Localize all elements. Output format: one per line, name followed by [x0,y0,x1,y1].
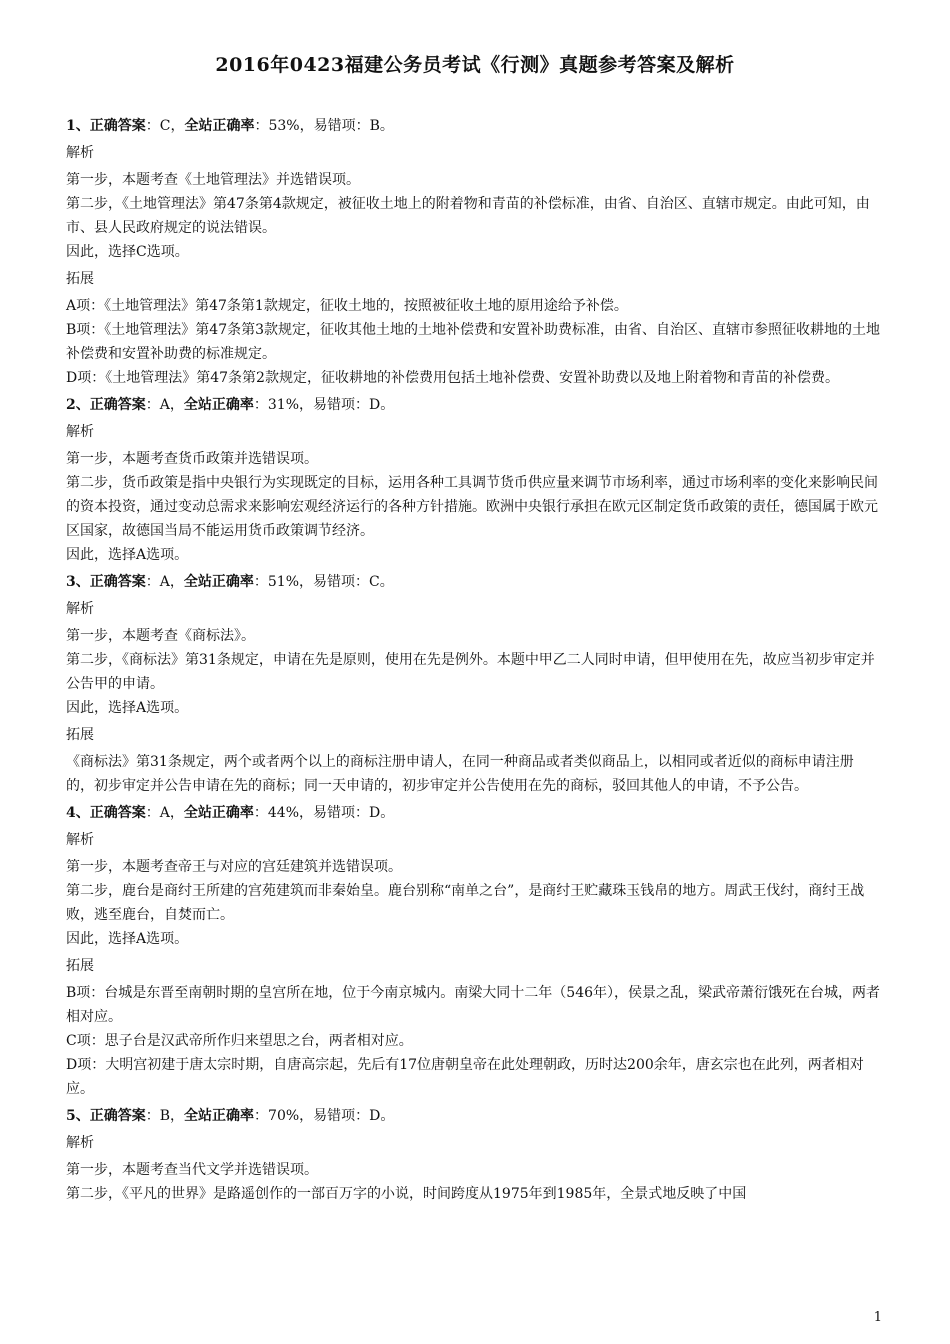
analysis-paragraph: 第二步，货币政策是指中央银行为实现既定的目标，运用各种工具调节货币供应量来调节市场利率，通过市场利率的变化来影响民间的资本投资，通过变动总需求来影响宏观经济运行的各种方针措施。欧洲中央银行承担在欧元区制定货币政策的责任，德国属于欧元区国家，故德国当局不能运用货币政策调节经济。 [66,475,878,539]
extension-paragraph: B项：《土地管理法》第47条第3款规定，征收其他土地的土地补偿费和安置补助费标准，由省、自治区、直辖市参照征收耕地的土地补偿费和安置补助费的标准规定。 [66,322,881,362]
extension-paragraph: B项：台城是东晋至南朝时期的皇宫所在地，位于今南京城内。南梁大同十二年（546年），侯景之乱，梁武帝萧衍饿死在台城，两者相对应。 [66,985,881,1025]
rate-value: ：70%，易错项：D。 [254,1108,395,1124]
analysis-paragraph: 因此，选择C选项。 [66,244,189,260]
extension-label: 拓展 [66,958,94,974]
analysis-paragraph: 第二步，《平凡的世界》是路遥创作的一部百万字的小说，时间跨度从1975年到1985年，全景式地反映了中国 [66,1186,747,1202]
rate-label: 全站正确率 [183,805,254,821]
question-block [66,1104,881,1206]
analysis-paragraph: 第一步，本题考查当代文学并选错误项。 [66,1162,318,1178]
answer-value: ：C， [145,118,185,134]
analysis-label: 解析 [66,1135,94,1151]
rate-label: 全站正确率 [183,397,254,413]
answer-value: ：A， [145,574,184,590]
question-header [66,1104,881,1128]
question-header [66,393,881,417]
question-number: 5、 [66,1108,90,1124]
answer-value: ：A， [145,805,184,821]
question-number: 3、 [66,574,90,590]
analysis-paragraph: 第二步，《商标法》第31条规定，申请在先是原则，使用在先是例外。本题中甲乙二人同时申请，但甲使用在先，故应当初步审定并公告甲的申请。 [66,652,875,692]
answer-list [66,114,881,1206]
analysis-paragraph: 第一步，本题考查货币政策并选错误项。 [66,451,318,467]
analysis-paragraph: 因此，选择A选项。 [66,547,189,563]
rate-value: ：31%，易错项：D。 [253,397,395,413]
document-title: 2016年0423福建公务员考试《行测》真题参考答案及解析 [215,54,735,76]
rate-label: 全站正确率 [184,1108,255,1124]
question-header [66,114,881,138]
question-block [66,393,881,567]
answer-label: 正确答案 [89,574,146,590]
answer-label: 正确答案 [89,118,146,134]
extension-label: 拓展 [66,271,94,287]
question-number: 1、 [66,118,90,134]
analysis-label: 解析 [66,145,94,161]
analysis-label: 解析 [66,832,94,848]
question-header [66,801,881,825]
question-header [66,570,881,594]
answer-value: ：B， [145,1108,185,1124]
extension-paragraph: C项：思子台是汉武帝所作归来望思之台，两者相对应。 [66,1033,413,1049]
analysis-paragraph: 第一步，本题考查《土地管理法》并选错误项。 [66,172,360,188]
analysis-paragraph: 第二步，鹿台是商纣王所建的宫苑建筑而非秦始皇。鹿台别称“南单之台”，是商纣王贮藏珠玉钱帛的地方。周武王伐纣，商纣王战败，逃至鹿台，自焚而亡。 [66,883,865,923]
rate-label: 全站正确率 [183,574,254,590]
extension-label: 拓展 [66,727,94,743]
extension-paragraph: D项：《土地管理法》第47条第2款规定，征收耕地的补偿费用包括土地补偿费、安置补助费以及地上附着物和青苗的补偿费。 [66,370,839,386]
answer-value: ：A， [145,397,184,413]
analysis-paragraph: 因此，选择A选项。 [66,700,189,716]
answer-label: 正确答案 [89,805,146,821]
question-number: 2、 [66,397,90,413]
answer-label: 正确答案 [89,1108,146,1124]
analysis-paragraph: 第一步，本题考查《商标法》。 [66,628,255,644]
analysis-paragraph: 因此，选择A选项。 [66,931,189,947]
analysis-paragraph: 第二步，《土地管理法》第47条第4款规定，被征收土地上的附着物和青苗的补偿标准，由省、自治区、直辖市规定。由此可知，由市、县人民政府规定的说法错误。 [66,196,870,236]
question-block [66,114,881,390]
analysis-label: 解析 [66,601,94,617]
rate-value: ：53%，易错项：B。 [254,118,394,134]
extension-paragraph: D项：大明宫初建于唐太宗时期，自唐高宗起，先后有17位唐朝皇帝在此处理朝政，历时达200余年，唐玄宗也在此列，两者相对应。 [66,1057,864,1097]
answer-label: 正确答案 [89,397,146,413]
analysis-paragraph: 第一步，本题考查帝王与对应的宫廷建筑并选错误项。 [66,859,402,875]
extension-paragraph: A项：《土地管理法》第47条第1款规定，征收土地的，按照被征收土地的原用途给予补偿。 [66,298,628,314]
rate-label: 全站正确率 [184,118,255,134]
question-block [66,570,881,798]
rate-value: ：51%，易错项：C。 [253,574,394,590]
rate-value: ：44%，易错项：D。 [253,805,395,821]
question-block [66,801,881,1101]
extension-paragraph: 《商标法》第31条规定，两个或者两个以上的商标注册申请人，在同一种商品或者类似商品上，以相同或者近似的商标申请注册的，初步审定并公告申请在先的商标；同一天申请的，初步审定并公告使用在先的商标，驳回其他人的申请，不予公告。 [66,754,854,794]
analysis-label: 解析 [66,424,94,440]
page-number: 1 [873,1310,882,1325]
question-number: 4、 [66,805,90,821]
